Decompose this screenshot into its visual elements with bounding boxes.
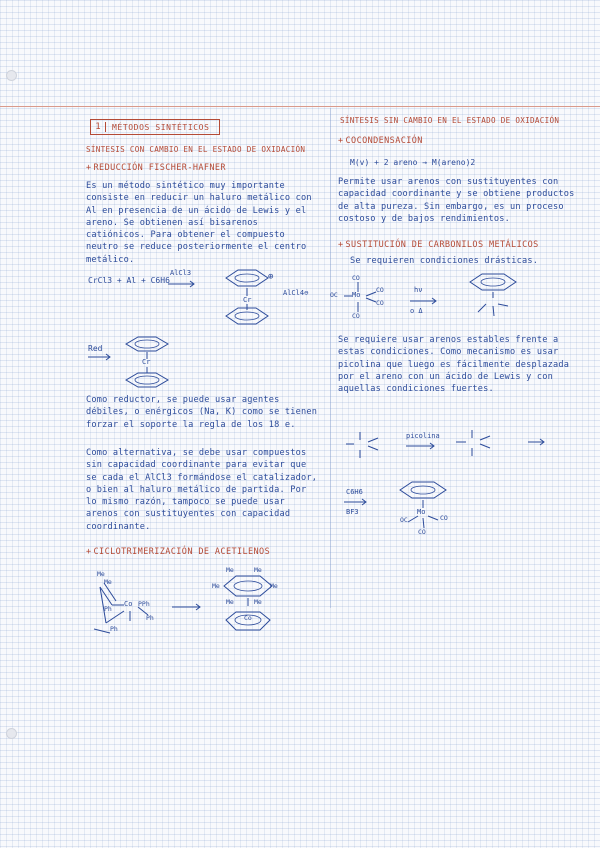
- fischer-heading: + REDUCCIÓN FISCHER-HAFNER: [86, 163, 226, 173]
- reactant-label-ph: Ph: [104, 605, 112, 613]
- arene-mo-product-structure: [392, 478, 462, 538]
- reductor-paragraph: Como reductor, se puede usar agentes débiles, o enérgicos (Na, K) como se tienen forzar el soporte la regla de los 18 e.: [86, 395, 323, 430]
- section-title: MÉTODOS SINTÉTICOS: [112, 122, 210, 132]
- mo-oc-label: OC: [330, 291, 338, 299]
- product-co-label: CO: [440, 514, 448, 522]
- cyclization-arrow: [170, 602, 206, 612]
- mo-co-label: CO: [376, 299, 384, 307]
- cr-label: Cr: [243, 296, 252, 304]
- cocondensation-paragraph: Permite usar arenos con sustituyentes con capacidad coordinante y se obtiene productos de alta pureza. Sin embargo, es un proceso costoso y de bajos rendimientos.: [338, 177, 580, 224]
- fischer-reaction: CrCl3 + Al + C6H6: [88, 276, 170, 285]
- reactant-label-ph: Ph: [110, 625, 118, 633]
- product-label-me: Me: [226, 598, 234, 606]
- product-label-co: Co: [244, 614, 252, 622]
- counterion: AlCl4⊖: [283, 289, 309, 297]
- arene-mo-tricarbonyl-structure: [464, 270, 534, 320]
- column-divider: [330, 108, 331, 608]
- picoline-reagent: picolina: [406, 432, 440, 440]
- product-label-me: Me: [254, 598, 262, 606]
- top-margin-line: [0, 106, 600, 107]
- section-title-box: [90, 119, 220, 135]
- c6h6-reagent: C6H6: [346, 488, 363, 496]
- bf3-reagent: BF3: [346, 508, 359, 516]
- product-label-me: Me: [226, 566, 234, 574]
- product-mo-label: Mo: [417, 508, 426, 516]
- alternative-paragraph: Como alternativa, se debe usar compuestos sin capacidad coordinante para evitar que se cada el AlCl3 formándose el catalizador, o bien al haluro metálico de partida. Por lo mismo razón, tampoco se puede usar arenos con sustituyentes con capacidad coordinante.: [86, 448, 323, 532]
- mo-hexacarbonyl-structure: [336, 272, 396, 322]
- reaction-arrow: [166, 279, 206, 289]
- mo-co-label: CO: [352, 274, 360, 282]
- mo-co-label: CO: [352, 312, 360, 320]
- product-label-me: Me: [212, 582, 220, 590]
- mo-center-label: Mo: [352, 291, 361, 299]
- reduction-arrow: [86, 352, 116, 362]
- left-column-header: SÍNTESIS CON CAMBIO EN EL ESTADO DE OXIDACIÓN: [86, 145, 306, 154]
- product-label-me: Me: [254, 566, 262, 574]
- product-co-label: CO: [418, 528, 426, 536]
- heat-label: o Δ: [410, 307, 423, 315]
- substitution-paragraph: Se requiere usar arenos estables frente a estas condiciones. Como mecanismo es usar picolina que luego es fácilmente desplazada por el areno con un ácido de Lewis y con aquellas condiciones fuertes.: [338, 335, 575, 395]
- hexamethylbenzene-cobalt-structure: [210, 560, 290, 640]
- photolysis-label: hν: [414, 286, 423, 294]
- carbonyl-substitution-heading: + SUSTITUCIÓN DE CARBONILOS METÁLICOS: [338, 240, 539, 250]
- section-number: 1: [91, 122, 106, 132]
- reactant-label-me: Me: [97, 570, 105, 578]
- reactant-label-pph: PPh: [138, 600, 150, 608]
- fischer-reagent: AlCl3: [170, 269, 192, 277]
- mo-co-label: CO: [376, 286, 384, 294]
- reactant-label-ph: Ph: [146, 614, 154, 622]
- neutral-cr-label: Cr: [142, 358, 151, 366]
- right-column-header: SÍNTESIS SIN CAMBIO EN EL ESTADO DE OXIDACIÓN: [340, 116, 560, 125]
- mo-picoline-intermediate: [448, 422, 558, 472]
- reductant-label: Red: [88, 344, 103, 353]
- binder-hole: [6, 728, 17, 739]
- cyclotrimerization-heading: + CICLOTRIMERIZACIÓN DE ACETILENOS: [86, 547, 271, 557]
- picoline-arrow: [404, 441, 440, 451]
- product-oc-label: OC: [400, 516, 408, 524]
- binder-hole: [6, 70, 17, 81]
- reactant-label-me: Me: [104, 578, 112, 586]
- bf3-arrow: [342, 497, 372, 507]
- cocondensation-heading: + COCONDENSACIÓN: [338, 136, 423, 146]
- fischer-paragraph: Es un método sintético muy importante consiste en reducir un haluro metálico con Al en presencia de un ácido de Lewis y el areno. Se obtienen así bisarenos catiónicos. Para obtener el compuesto neutro se reduce posteriormente el centro metálico.: [86, 181, 318, 265]
- product-label-me: Me: [270, 582, 278, 590]
- mo-carbonyl-picoline-reactant: [338, 424, 402, 474]
- cocondensation-equation: M(v) + 2 areno → M(areno)2: [350, 158, 476, 167]
- reactant-label-co: Co: [124, 600, 133, 608]
- substitution-arrow: [408, 296, 442, 306]
- cation-charge: ⊕: [268, 272, 274, 282]
- carbonyl-substitution-intro: Se requieren condiciones drásticas.: [350, 256, 539, 266]
